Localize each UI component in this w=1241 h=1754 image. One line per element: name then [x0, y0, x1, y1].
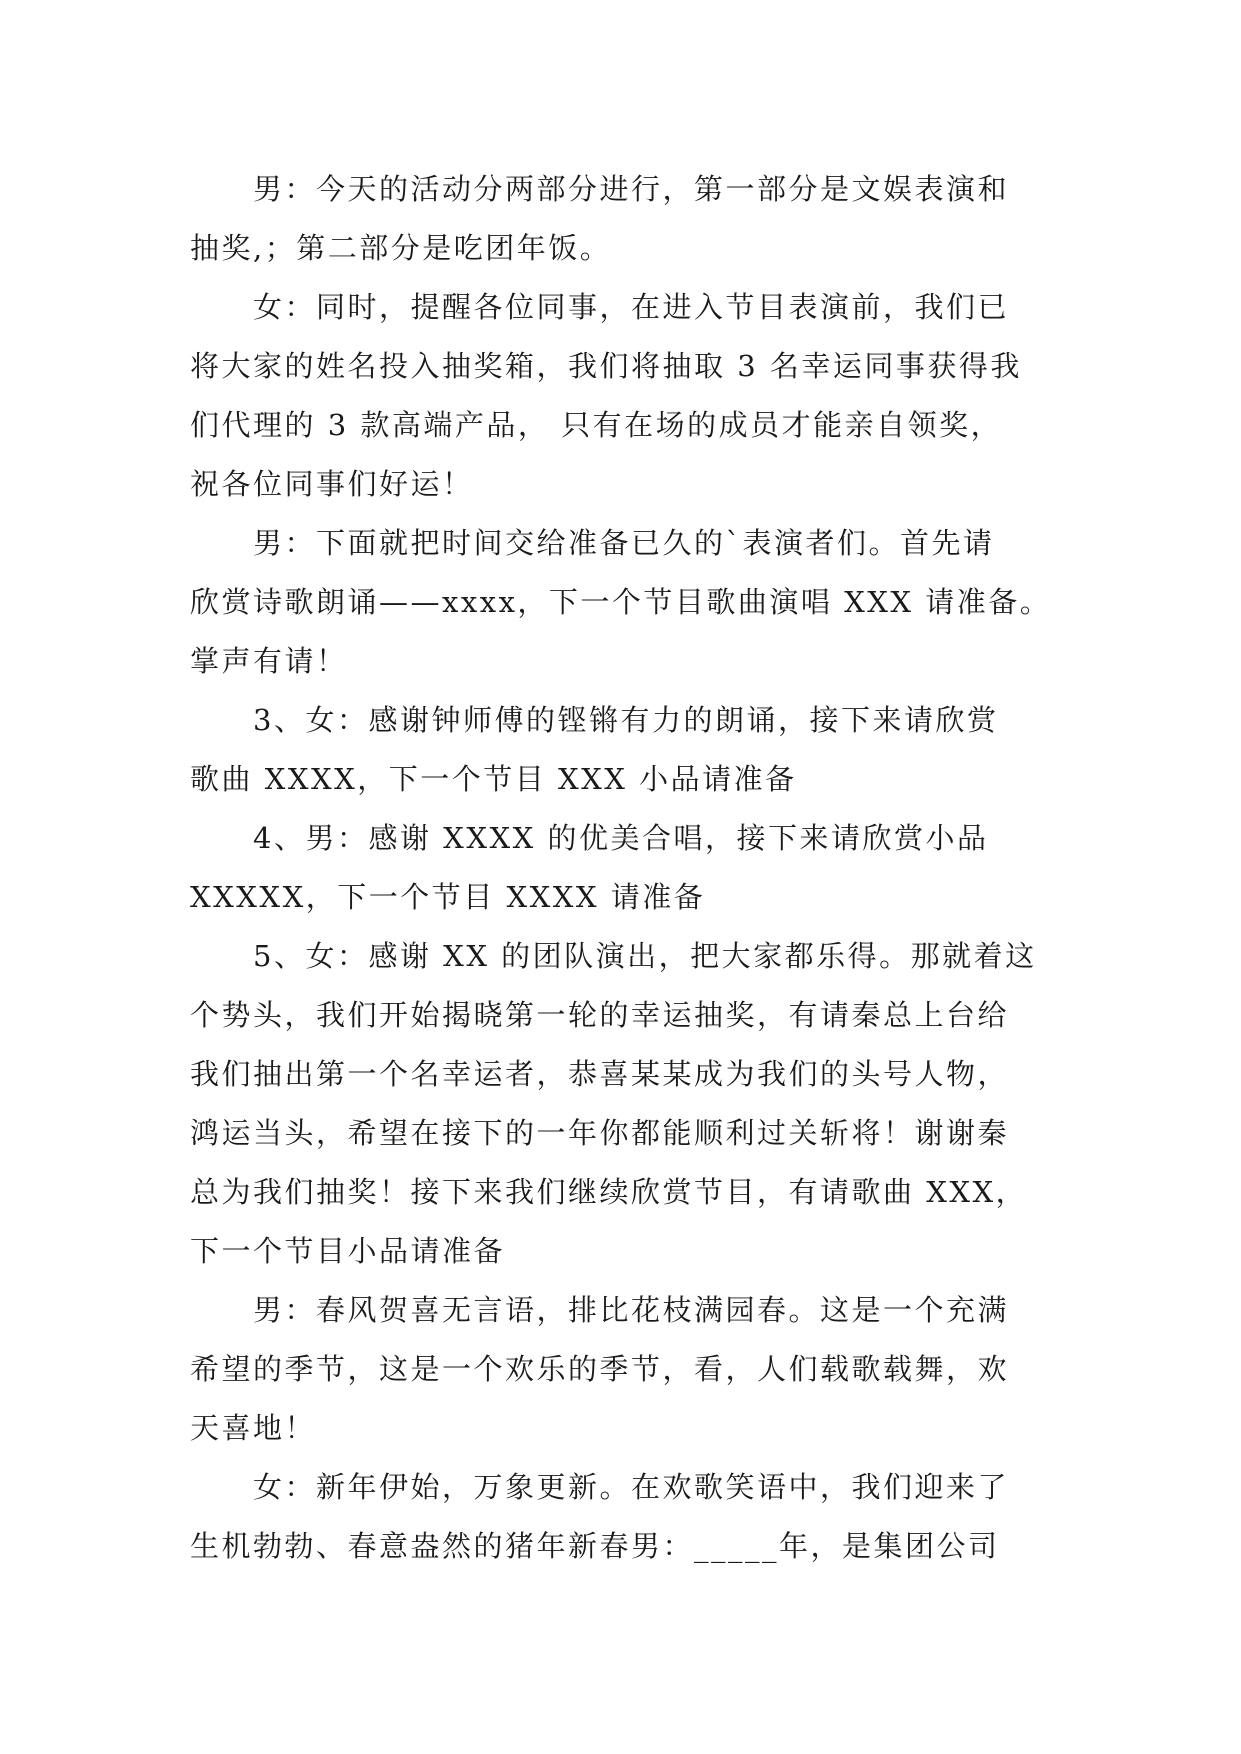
- text-line: 下一个节目小品请准备: [190, 1234, 506, 1268]
- text-line: 掌声有请！: [190, 644, 348, 678]
- text-line: 女：新年伊始，万象更新。在欢歌笑语中，我们迎来了: [253, 1470, 1010, 1504]
- text-line: 鸿运当头，希望在接下的一年你都能顺利过关斩将！谢谢秦: [190, 1116, 1010, 1150]
- document-body: [190, 160, 1070, 1576]
- text-line: 总为我们抽奖！接下来我们继续欣赏节目，有请歌曲 XXX，: [190, 1175, 1028, 1209]
- text-line: 希望的季节，这是一个欢乐的季节，看，人们载歌载舞，欢: [190, 1352, 1010, 1386]
- text-line: 生机勃勃、春意盎然的猪年新春男：_____年，是集团公司: [190, 1529, 1000, 1563]
- text-line: 天喜地！: [190, 1411, 317, 1445]
- text-line: 男：下面就把时间交给准备已久的`表演者们。首先请: [253, 526, 995, 560]
- text-line: 们代理的 3 款高端产品， 只有在场的成员才能亲自领奖，: [190, 408, 1003, 442]
- text-line: 个势头，我们开始揭晓第一轮的幸运抽奖，有请秦总上台给: [190, 998, 1010, 1032]
- text-line: 女：同时，提醒各位同事，在进入节目表演前，我们已: [253, 290, 1010, 324]
- text-line: 抽奖,；第二部分是吃团年饭。: [190, 231, 612, 265]
- text-line: 欣赏诗歌朗诵——xxxx，下一个节目歌曲演唱 XXX 请准备。: [190, 585, 1052, 619]
- text-line: 祝各位同事们好运！: [190, 467, 474, 501]
- text-line: 我们抽出第一个名幸运者，恭喜某某成为我们的头号人物，: [190, 1057, 1010, 1091]
- text-line: 3、女：感谢钟师傅的铿锵有力的朗诵，接下来请欣赏: [253, 703, 999, 737]
- text-line: 男：今天的活动分两部分进行，第一部分是文娱表演和: [253, 172, 1010, 206]
- text-line: 将大家的姓名投入抽奖箱，我们将抽取 3 名幸运同事获得我: [190, 349, 1022, 383]
- text-line: 4、男：感谢 XXXX 的优美合唱，接下来请欣赏小品: [253, 821, 989, 855]
- text-line: XXXXX，下一个节目 XXXX 请准备: [190, 880, 706, 914]
- text-line: 男：春风贺喜无言语，排比花枝满园春。这是一个充满: [253, 1293, 1010, 1327]
- text-line: 歌曲 XXXX，下一个节目 XXX 小品请准备: [190, 762, 797, 796]
- text-line: 5、女：感谢 XX 的团队演出，把大家都乐得。那就着这: [253, 939, 1037, 973]
